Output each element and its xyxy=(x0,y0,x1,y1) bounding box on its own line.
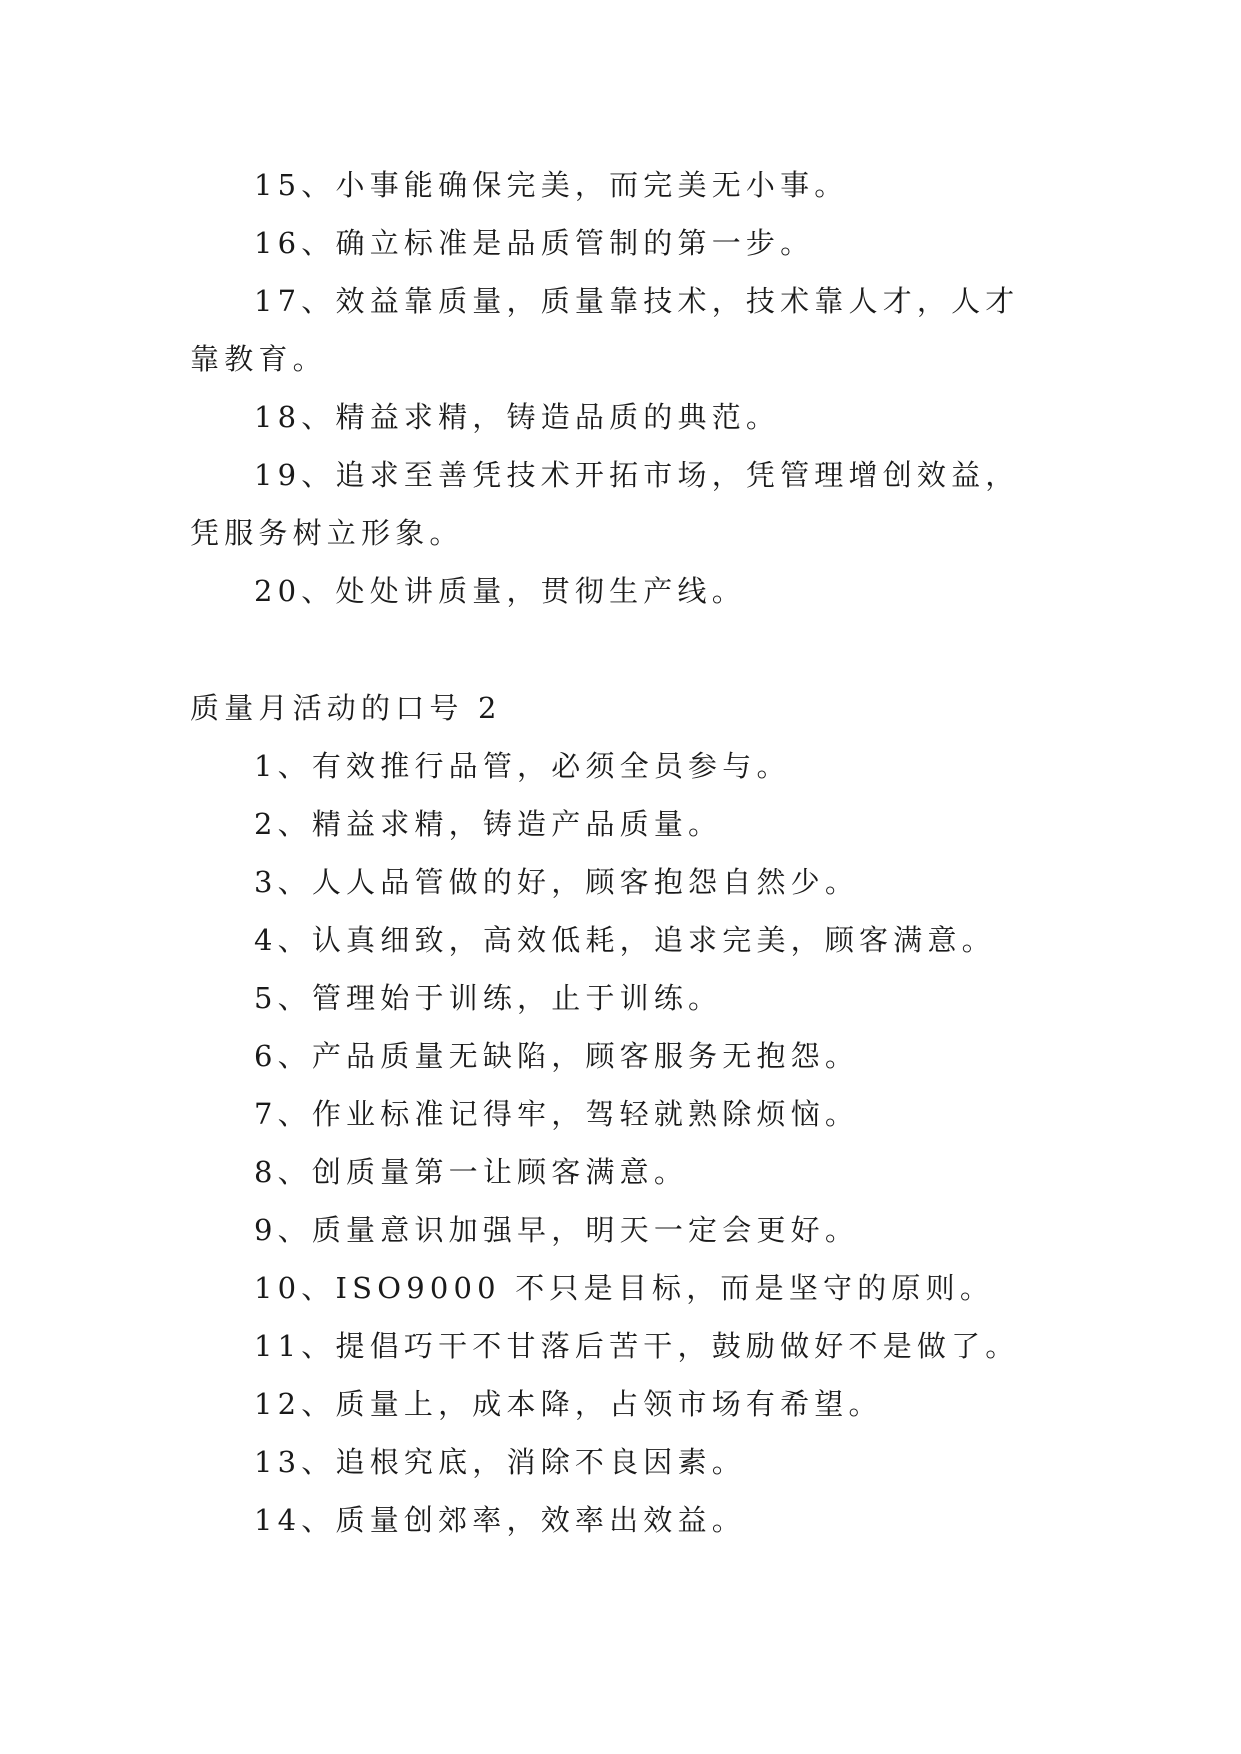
slogan-item: 13、追根究底，消除不良因素。 xyxy=(254,1445,746,1479)
slogan-item: 1、有效推行品管，必须全员参与。 xyxy=(254,749,791,783)
slogan-item: 16、确立标准是品质管制的第一步。 xyxy=(254,226,815,260)
slogan-item: 17、效益靠质量，质量靠技术，技术靠人才，人才靠教育。 xyxy=(190,284,1020,376)
slogan-item: 10、ISO9000 不只是目标，而是坚守的原则。 xyxy=(254,1271,995,1305)
slogan-list-continued xyxy=(190,156,1050,620)
section-heading: 质量月活动的口号 2 xyxy=(190,691,502,725)
slogan-item: 20、处处讲质量，贯彻生产线。 xyxy=(254,574,746,608)
slogan-item: 2、精益求精，铸造产品质量。 xyxy=(254,807,723,841)
slogan-item: 12、质量上，成本降，占领市场有希望。 xyxy=(254,1387,883,1421)
slogan-item: 19、追求至善凭技术开拓市场，凭管理增创效益，凭服务树立形象。 xyxy=(190,458,1020,550)
slogan-item: 5、管理始于训练，止于训练。 xyxy=(254,981,723,1015)
slogan-item: 14、质量创郊率，效率出效益。 xyxy=(254,1503,746,1537)
slogan-item: 8、创质量第一让顾客满意。 xyxy=(254,1155,689,1189)
slogan-item: 18、精益求精，铸造品质的典范。 xyxy=(254,400,781,434)
slogan-item: 15、小事能确保完美，而完美无小事。 xyxy=(254,168,849,202)
slogan-item: 9、质量意识加强早，明天一定会更好。 xyxy=(254,1213,860,1247)
slogan-item: 7、作业标准记得牢，驾轻就熟除烦恼。 xyxy=(254,1097,860,1131)
slogan-item: 6、产品质量无缺陷，顾客服务无抱怨。 xyxy=(254,1039,860,1073)
slogan-item: 3、人人品管做的好，顾客抱怨自然少。 xyxy=(254,865,860,899)
slogan-item: 11、提倡巧干不甘落后苦干，鼓励做好不是做了。 xyxy=(254,1329,1020,1363)
slogan-section-2 xyxy=(190,679,1050,1549)
slogan-item: 4、认真细致，高效低耗，追求完美，顾客满意。 xyxy=(254,923,996,957)
